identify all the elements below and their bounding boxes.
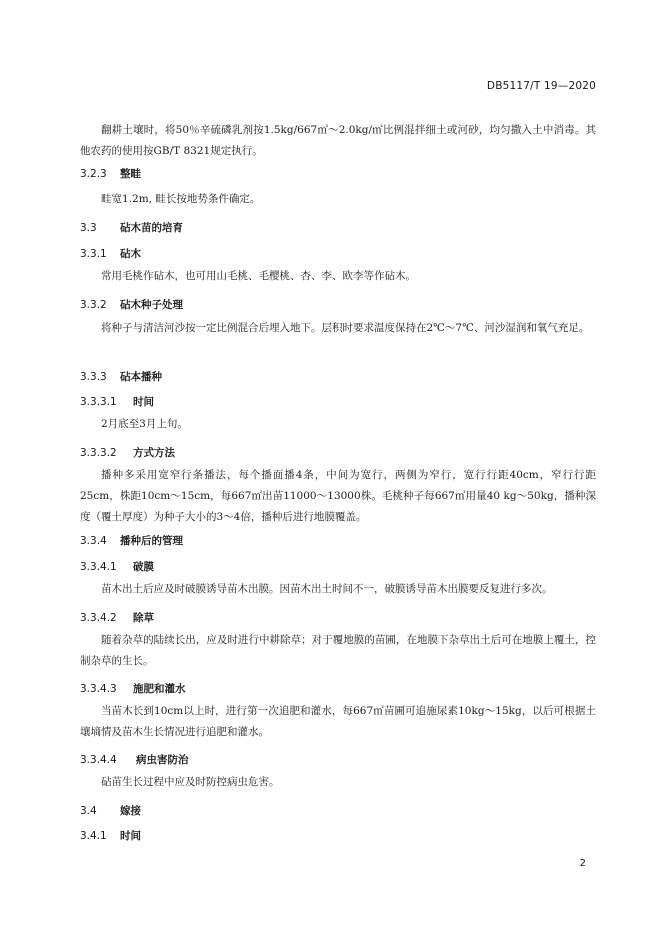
- section-number: 3.2.3: [80, 168, 107, 180]
- section-number: 3.3.4.4: [80, 754, 117, 766]
- section-heading-3-3-4-3: [80, 681, 596, 696]
- section-number: 3.3: [80, 222, 97, 234]
- section-title: 破膜: [133, 561, 154, 573]
- document-id: DB5117/T 19—2020: [486, 80, 596, 92]
- section-heading-3-3-4-2: [80, 610, 596, 625]
- section-heading-3-4: [80, 803, 596, 818]
- section-number: 3.3.1: [80, 248, 107, 260]
- paragraph: 2月底至3月上旬。: [101, 418, 188, 430]
- section-title: 施肥和灌水: [133, 683, 186, 695]
- section-heading-3-3-4-4: [80, 752, 596, 767]
- section-title: 砧木苗的培育: [120, 222, 183, 234]
- section-number: 3.3.3.1: [80, 396, 117, 408]
- page-number: 2: [579, 858, 586, 869]
- section-number: 3.3.3.2: [80, 447, 117, 459]
- section-title: 播种后的管理: [120, 535, 183, 547]
- paragraph: 常用毛桃作砧木，也可用山毛桃、毛樱桃、杏、李、欧李等作砧木。: [101, 270, 416, 282]
- section-heading-3-3-4: [80, 533, 596, 548]
- section-number: 3.3.2: [80, 299, 107, 311]
- section-heading-3-3: [80, 220, 596, 235]
- section-title: 方式方法: [133, 447, 175, 459]
- section-heading-3-3-3-2: [80, 445, 596, 460]
- section-title: 砧木种子处理: [120, 299, 183, 311]
- section-heading-3-3-2: [80, 297, 596, 312]
- section-number: 3.4: [80, 805, 97, 817]
- section-number: 3.3.4.3: [80, 683, 117, 695]
- section-title: 整畦: [120, 168, 141, 180]
- paragraph: 将种子与清洁河沙按一定比例混合后埋入地下。层积时要求温度保持在2℃～7℃、河沙湿润和氧气充足。: [101, 322, 590, 334]
- paragraph: 苗木出土后应及时破膜诱导苗木出膜。因苗木出土时间不一，破膜诱导苗木出膜要反复进行多次。: [101, 583, 553, 595]
- section-title: 时间: [133, 396, 154, 408]
- section-title: 砧本播种: [120, 371, 162, 383]
- section-number: 3.3.3: [80, 371, 107, 383]
- section-number: 3.3.4.1: [80, 561, 117, 573]
- section-title: 除草: [133, 612, 154, 624]
- section-title: 嫁接: [120, 805, 141, 817]
- section-heading-3-4-1: [80, 828, 596, 843]
- section-number: 3.4.1: [80, 830, 107, 842]
- section-title: 砧木: [120, 248, 141, 260]
- paragraph-soil-disinfection: 翻耕土壤时，将50％辛硫磷乳剂按1.5kg/667㎡～2.0kg/㎡比例混拌细土或河砂，均匀撒入土中消毒。其他农药的使用按GB/T 8321规定执行。: [80, 124, 596, 157]
- paragraph-sowing-method: 播种多采用宽窄行条播法，每个播面播4条，中间为宽行，两侧为窄行，宽行行距40cm，窄行行距25cm，株距10cm～15cm，每667㎡出苗11000～13000株。毛桃种子每667㎡用量40 kg～50kg，播种深度（覆土厚度）为种子大小的3～4倍，播种后进行地膜覆盖。: [80, 469, 596, 523]
- section-heading-3-2-3: [80, 166, 596, 181]
- section-title: 病虫害防治: [136, 754, 189, 766]
- paragraph: 畦宽1.2m, 畦长按地势条件确定。: [101, 193, 261, 205]
- paragraph: 随着杂草的陆续长出，应及时进行中耕除草；对于覆地膜的苗圃，在地膜下杂草出土后可在地膜上覆土，控制杂草的生长。: [80, 634, 596, 667]
- section-heading-3-3-1: [80, 246, 596, 261]
- paragraph: 当苗木长到10cm以上时，进行第一次追肥和灌水，每667㎡苗圃可追施尿素10kg～15kg，以后可根据土壤墒情及苗木生长情况进行追肥和灌水。: [80, 705, 596, 738]
- section-heading-3-3-4-1: [80, 559, 596, 574]
- section-number: 3.3.4.2: [80, 612, 117, 624]
- section-heading-3-3-3: [80, 369, 596, 384]
- section-title: 时间: [120, 830, 141, 842]
- section-heading-3-3-3-1: [80, 394, 596, 409]
- paragraph: 砧苗生长过程中应及时防控病虫危害。: [101, 776, 280, 788]
- section-number: 3.3.4: [80, 535, 107, 547]
